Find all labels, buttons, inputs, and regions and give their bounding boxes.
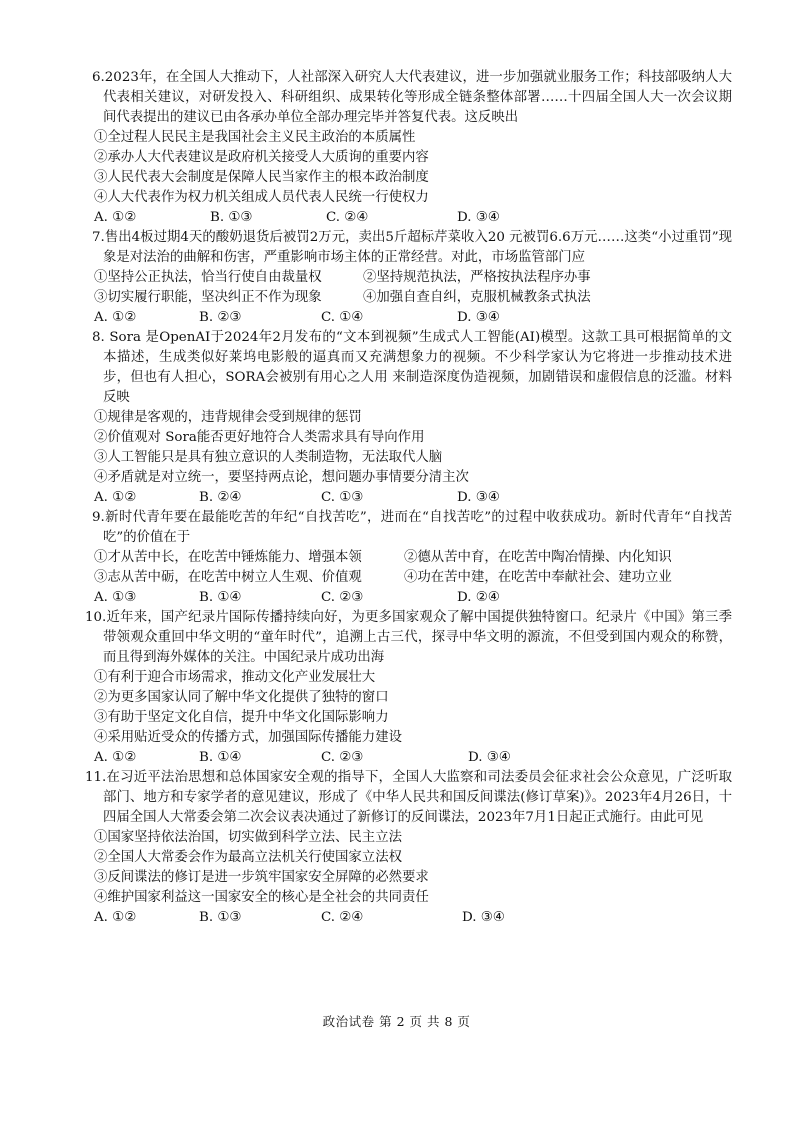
question-stem: 8. Sora 是OpenAI于2024年2月发布的“文本到视频”生成式人工智能(AI)模型。这款工具可根据简单的文本描述，生成类似好莱坞电影般的逼真而又充满想象力的视频。不少科学家认为它将进一步推动技术进步，但也有人担心，SORA会被别有用心之人用 来制造深度伪造视频，加剧错误和虚假信息的泛滥。材料反映 — [92, 330, 732, 405]
answer-choices — [92, 748, 732, 768]
answer-choices — [92, 908, 732, 928]
question-9 — [92, 508, 732, 608]
option: ③有助于坚定文化自信，提升中华文化国际影响力 — [94, 710, 389, 725]
choice-c: C. ②④ — [321, 910, 364, 925]
choice-b: B. ②④ — [199, 490, 242, 505]
option: ③切实履行职能，坚决纠正不作为现象 — [94, 290, 322, 305]
choice-d: D. ②④ — [457, 590, 500, 605]
choice-b: B. ①③ — [199, 910, 242, 925]
choice-b: B. ①③ — [210, 210, 253, 225]
option: ①全过程人民民主是我国社会主义民主政治的本质属性 — [94, 130, 416, 145]
option: ④矛盾就是对立统一，要坚持两点论，想问题办事情要分清主次 — [94, 470, 469, 485]
option: ④维护国家利益这一国家安全的核心是全社会的共同责任 — [94, 890, 429, 905]
question-10 — [85, 608, 732, 768]
choice-b: B. ②③ — [199, 310, 242, 325]
choice-c: C. ②④ — [326, 210, 369, 225]
choice-c: C. ②③ — [321, 750, 364, 765]
question-stem: 11.在习近平法治思想和总体国家安全观的指导下，全国人大监察和司法委员会征求社会公众意见，广泛听取部门、地方和专家学者的意见建议，形成了《中华人民共和国反间谍法(修订草案)》。2023年4月26日，十四届全国人大常委会第二次会议表决通过了新修订的反间谍法，2023年7月1日起正式施行。由此可见 — [85, 770, 732, 825]
question-stem: 7.售出4板过期4天的酸奶退货后被罚2万元，卖出5斤超标芹菜收入20 元被罚6.6万元……这类“小过重罚”现象是对法治的曲解和伤害，严重影响市场主体的正常经营。对此，市场监管部门应 — [92, 230, 732, 265]
question-6 — [92, 68, 732, 228]
option-row — [92, 268, 732, 288]
question-8 — [92, 328, 732, 508]
choice-d: D. ③④ — [457, 490, 500, 505]
choice-d: D. ③④ — [462, 910, 505, 925]
choice-b: B. ①④ — [199, 590, 242, 605]
option: ③反间谍法的修订是进一步筑牢国家安全屏障的必然要求 — [94, 870, 429, 885]
question-stem: 6.2023年，在全国人大推动下，人社部深入研究人大代表建议，进一步加强就业服务工作；科技部吸纳人大代表相关建议，对研发投入、科研组织、成果转化等形成全链条整体部署……十四届全国人大一次会议期间代表提出的建议已由各承办单位全部办理完毕并答复代表。这反映出 — [92, 70, 732, 125]
exam-page — [85, 68, 732, 928]
option: ②价值观对 Sora能否更好地符合人类需求具有导向作用 — [94, 430, 425, 445]
question-stem: 10.近年来，国产纪录片国际传播持续向好，为更多国家观众了解中国提供独特窗口。纪录片《中国》第三季带领观众重回中华文明的“童年时代”，追溯上古三代，探寻中华文明的源流，不但受到国内观众的称赞，而且得到海外媒体的关注。中国纪录片成功出海 — [85, 610, 732, 665]
choice-c: C. ①④ — [321, 310, 364, 325]
option: ②全国人大常委会作为最高立法机关行使国家立法权 — [94, 850, 402, 865]
option: ①规律是客观的，违背规律会受到规律的惩罚 — [94, 410, 362, 425]
option: ②为更多国家认同了解中华文化提供了独特的窗口 — [94, 690, 389, 705]
choice-c: C. ①③ — [321, 490, 364, 505]
option-row — [92, 548, 732, 568]
choice-a: A. ①② — [94, 490, 137, 505]
choice-b: B. ①④ — [199, 750, 242, 765]
option: ④采用贴近受众的传播方式，加强国际传播能力建设 — [94, 730, 402, 745]
answer-choices — [92, 488, 732, 508]
question-7 — [92, 228, 732, 328]
option-row — [92, 568, 732, 588]
option: ②德从苦中育，在吃苦中陶冶情操、内化知识 — [404, 550, 672, 565]
option: ②承办人大代表建议是政府机关接受人大质询的重要内容 — [94, 150, 429, 165]
choice-a: A. ①② — [94, 310, 137, 325]
answer-choices — [92, 208, 732, 228]
choice-d: D. ③④ — [468, 750, 511, 765]
answer-choices — [92, 308, 732, 328]
option: ③志从苦中砺，在吃苦中树立人生观、价值观 — [94, 570, 362, 585]
question-stem: 9.新时代青年要在最能吃苦的年纪“自找苦吃”，进而在“自找苦吃”的过程中收获成功。新时代青年“自找苦吃”的价值在于 — [92, 510, 732, 545]
choice-d: D. ③④ — [457, 210, 500, 225]
page-footer: 政治试卷 第 2 页 共 8 页 — [322, 1014, 471, 1029]
option: ①有利于迎合市场需求，推动文化产业发展壮大 — [94, 670, 376, 685]
option: ④功在苦中建，在吃苦中奉献社会、建功立业 — [404, 570, 672, 585]
option: ④加强自查自纠，克服机械教条式执法 — [363, 290, 591, 305]
option: ③人民代表大会制度是保障人民当家作主的根本政治制度 — [94, 170, 429, 185]
option: ①坚持公正执法，恰当行使自由裁量权 — [94, 270, 322, 285]
question-11 — [85, 768, 732, 928]
option: ④人大代表作为权力机关组成人员代表人民统一行使权力 — [94, 190, 429, 205]
choice-a: A. ①② — [94, 750, 137, 765]
option: ①才从苦中长，在吃苦中锤炼能力、增强本领 — [94, 550, 362, 565]
choice-c: C. ②③ — [321, 590, 364, 605]
choice-a: A. ①② — [94, 210, 137, 225]
choice-a: A. ①③ — [94, 590, 137, 605]
option: ②坚持规范执法，严格按执法程序办事 — [363, 270, 591, 285]
option-row — [92, 288, 732, 308]
option: ③人工智能只是具有独立意识的人类制造物，无法取代人脑 — [94, 450, 443, 465]
answer-choices — [92, 588, 732, 608]
choice-a: A. ①② — [94, 910, 137, 925]
option: ①国家坚持依法治国，切实做到科学立法、民主立法 — [94, 830, 402, 845]
choice-d: D. ③④ — [457, 310, 500, 325]
